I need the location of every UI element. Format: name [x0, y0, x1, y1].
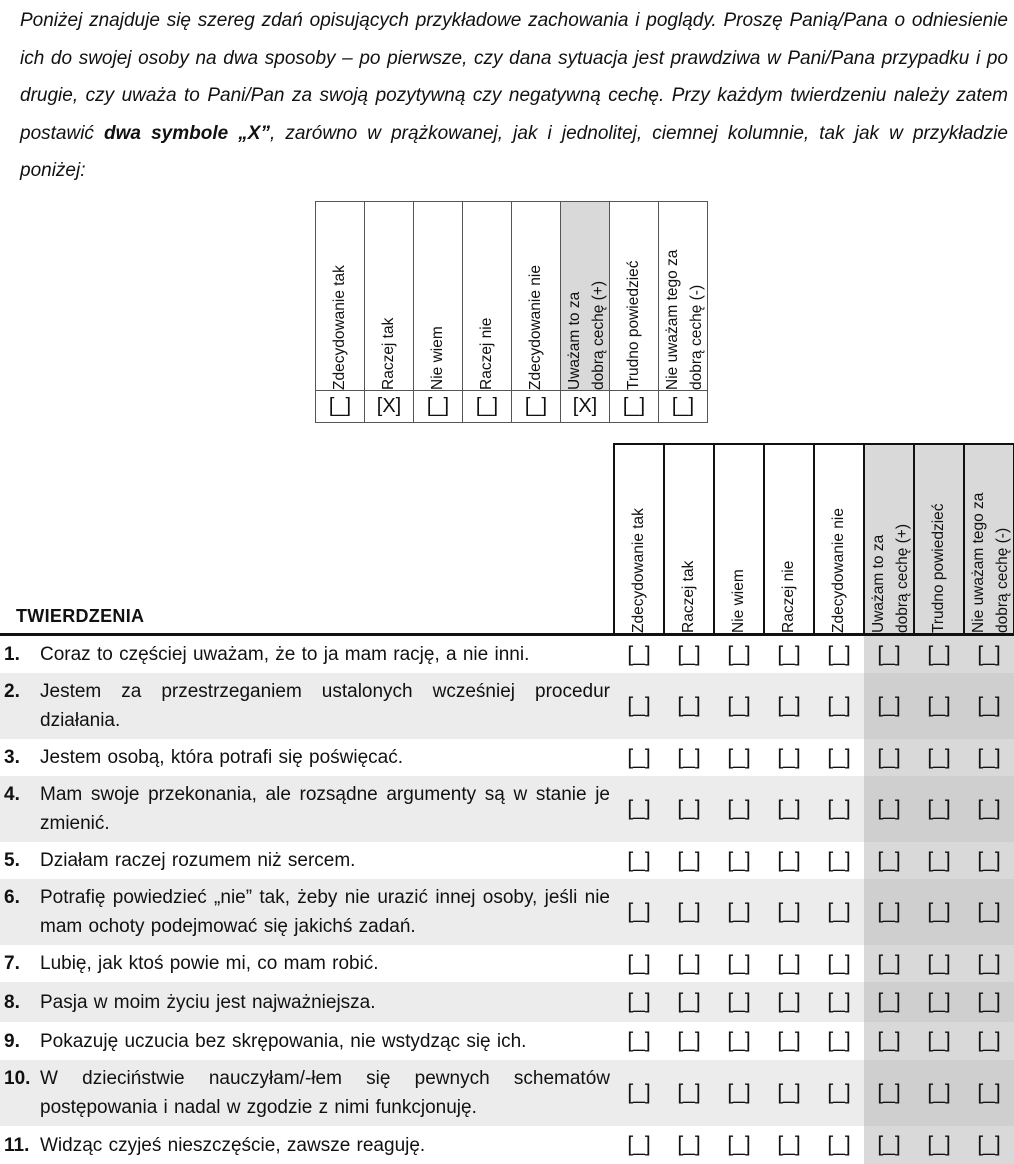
statement-number: 11. — [4, 1134, 30, 1156]
statement-text: W dzieciństwie nauczyłam/-łem się pewnych schematów postępowania i nadal w zgodzie z nimi funkcjonuję. — [40, 1068, 610, 1118]
answer-checkbox[interactable]: [_] — [864, 635, 914, 674]
statement-text: Jestem za przestrzeganiem ustalonych wcześniej procedur działania. — [40, 681, 610, 731]
column-label: Nie wiem — [429, 326, 446, 390]
column-header — [664, 444, 714, 635]
statement-cell — [0, 635, 614, 674]
instructions-bold: dwa symbole „X” — [104, 122, 270, 144]
column-label: Uważam to za dobrą cechę (+) — [566, 281, 607, 390]
answer-checkbox[interactable]: [_] — [864, 945, 914, 982]
answer-checkbox[interactable]: [_] — [864, 982, 914, 1022]
table-row — [0, 842, 1014, 879]
statement-text: Lubię, jak ktoś powie mi, co mam robić. — [40, 953, 379, 974]
statement-text: Działam raczej rozumem niż sercem. — [40, 850, 356, 871]
example-column-header — [561, 202, 610, 391]
answer-checkbox[interactable]: [_] — [964, 842, 1014, 879]
answer-checkbox[interactable]: [_] — [627, 848, 651, 872]
answer-checkbox[interactable]: [_] — [814, 879, 864, 945]
table-title: TWIERDZENIA — [16, 606, 145, 626]
table-row — [0, 1060, 1014, 1126]
statement-cell — [0, 879, 614, 945]
example-column-header — [365, 202, 414, 391]
answer-checkbox[interactable]: [_] — [777, 848, 801, 872]
answer-checkbox[interactable]: [_] — [964, 673, 1014, 739]
answer-checkbox[interactable]: [_] — [714, 982, 764, 1022]
answer-checkbox[interactable]: [_] — [864, 1126, 914, 1164]
column-header — [764, 444, 814, 635]
answer-checkbox[interactable]: [_] — [914, 842, 964, 879]
column-label: Zdecydowanie nie — [830, 508, 847, 633]
statements-header-row — [0, 444, 1014, 635]
answer-checkbox[interactable]: [_] — [677, 745, 701, 769]
answer-checkbox[interactable]: [_] — [764, 1060, 814, 1126]
answer-checkbox[interactable]: [_] — [664, 776, 714, 842]
example-column-header — [659, 202, 708, 391]
answer-checkbox[interactable]: [_] — [727, 1133, 751, 1156]
example-column-header — [610, 202, 659, 391]
answer-checkbox[interactable]: [_] — [914, 945, 964, 982]
statement-cell — [0, 1022, 614, 1060]
column-label: Zdecydowanie nie — [527, 265, 544, 390]
answer-checkbox[interactable]: [_] — [864, 1060, 914, 1126]
answer-checkbox[interactable]: [_] — [964, 945, 1014, 982]
answer-checkbox[interactable]: [_] — [714, 1060, 764, 1126]
answer-checkbox[interactable]: [_] — [664, 879, 714, 945]
table-row — [0, 879, 1014, 945]
answer-checkbox[interactable]: [_] — [827, 1029, 851, 1052]
example-column-header — [512, 202, 561, 391]
instructions — [20, 2, 1008, 190]
example-column-header — [316, 202, 365, 391]
answer-checkbox[interactable]: [_] — [827, 951, 851, 975]
answer-checkbox[interactable]: [_] — [777, 745, 801, 769]
answer-checkbox[interactable]: [_] — [627, 1029, 651, 1052]
statement-number: 4. — [4, 784, 20, 805]
column-header — [864, 444, 914, 635]
answer-checkbox[interactable]: [_] — [864, 776, 914, 842]
answer-checkbox[interactable]: [_] — [614, 1060, 664, 1126]
example-checkbox: [_] — [659, 391, 708, 423]
answer-checkbox[interactable]: [_] — [964, 1022, 1014, 1060]
answer-checkbox[interactable]: [_] — [827, 848, 851, 872]
answer-checkbox[interactable]: [_] — [864, 739, 914, 776]
example-checkbox: [_] — [610, 391, 659, 423]
statement-text: Pasja w moim życiu jest najważniejsza. — [40, 991, 376, 1013]
answer-checkbox[interactable]: [_] — [714, 673, 764, 739]
answer-checkbox[interactable]: [_] — [627, 1133, 651, 1156]
answer-checkbox[interactable]: [_] — [964, 635, 1014, 674]
answer-checkbox[interactable]: [_] — [827, 642, 851, 666]
statement-number: 7. — [4, 953, 20, 974]
table-row — [0, 776, 1014, 842]
answer-checkbox[interactable]: [_] — [664, 673, 714, 739]
statement-cell — [0, 776, 614, 842]
statement-cell — [0, 842, 614, 879]
instructions-text-2: , zarówno w prążkowanej, jak i jednolitej, ciemnej kolumnie, tak jak w przykładzie poniżej: — [20, 122, 1008, 181]
statement-text: Coraz to częściej uważam, że to ja mam rację, a nie inni. — [40, 644, 530, 665]
answer-checkbox[interactable]: [_] — [914, 739, 964, 776]
answer-checkbox[interactable]: [_] — [614, 879, 664, 945]
answer-checkbox[interactable]: [_] — [964, 1126, 1014, 1164]
column-label: Raczej tak — [380, 317, 397, 390]
column-label: Raczej nie — [478, 317, 495, 390]
answer-checkbox[interactable]: [_] — [677, 1133, 701, 1156]
column-label: Trudno powiedzieć — [930, 503, 947, 633]
answer-checkbox[interactable]: [_] — [764, 982, 814, 1022]
column-header — [914, 444, 964, 635]
answer-checkbox[interactable]: [_] — [727, 848, 751, 872]
answer-checkbox[interactable]: [_] — [764, 776, 814, 842]
answer-checkbox[interactable]: [_] — [964, 776, 1014, 842]
answer-checkbox[interactable]: [_] — [727, 642, 751, 666]
example-checkbox: [X] — [365, 391, 414, 423]
column-label: Nie uważam tego za dobrą cechę (-) — [664, 249, 705, 390]
example-table — [315, 201, 708, 423]
answer-checkbox[interactable]: [_] — [827, 1133, 851, 1156]
table-row — [0, 635, 1014, 674]
table-row — [0, 739, 1014, 776]
answer-checkbox[interactable]: [_] — [627, 951, 651, 975]
answer-checkbox[interactable]: [_] — [677, 848, 701, 872]
column-label: Uważam to za dobrą cechę (+) — [870, 524, 911, 633]
answer-checkbox[interactable]: [_] — [614, 673, 664, 739]
answer-checkbox[interactable]: [_] — [964, 879, 1014, 945]
answer-checkbox[interactable]: [_] — [964, 739, 1014, 776]
answer-checkbox[interactable]: [_] — [864, 879, 914, 945]
answer-checkbox[interactable]: [_] — [964, 982, 1014, 1022]
answer-checkbox[interactable]: [_] — [777, 1133, 801, 1156]
column-label: Raczej nie — [780, 560, 797, 633]
answer-checkbox[interactable]: [_] — [914, 1022, 964, 1060]
statement-text: Mam swoje przekonania, ale rozsądne argumenty są w stanie je zmienić. — [40, 784, 610, 834]
statement-number: 2. — [4, 681, 20, 702]
answer-checkbox[interactable]: [_] — [727, 1029, 751, 1052]
column-label: Raczej tak — [680, 560, 697, 633]
answer-checkbox[interactable]: [_] — [777, 642, 801, 666]
statement-text: Potrafię powiedzieć „nie” tak, żeby nie urazić innej osoby, jeśli nie mam ochoty podejmować się jakichś zadań. — [40, 887, 610, 937]
table-row — [0, 982, 1014, 1022]
table-row — [0, 1126, 1014, 1164]
table-row — [0, 1022, 1014, 1060]
column-label: Zdecydowanie tak — [630, 508, 647, 633]
statement-text: Widząc czyjeś nieszczęście, zawsze reaguję. — [40, 1134, 426, 1156]
answer-checkbox[interactable]: [_] — [714, 879, 764, 945]
example-column-header — [414, 202, 463, 391]
statement-cell — [0, 1126, 614, 1164]
answer-checkbox[interactable]: [_] — [614, 982, 664, 1022]
statement-text: Jestem osobą, która potrafi się poświęcać. — [40, 747, 404, 768]
statement-cell — [0, 945, 614, 982]
answer-checkbox[interactable]: [_] — [664, 982, 714, 1022]
table-row — [0, 673, 1014, 739]
example-header-row — [316, 202, 708, 391]
example-checkbox: [X] — [561, 391, 610, 423]
answer-checkbox[interactable]: [_] — [664, 1060, 714, 1126]
answer-checkbox[interactable]: [_] — [914, 776, 964, 842]
statement-cell — [0, 982, 614, 1022]
answer-checkbox[interactable]: [_] — [627, 745, 651, 769]
answer-checkbox[interactable]: [_] — [864, 673, 914, 739]
example-checkbox: [_] — [414, 391, 463, 423]
answer-checkbox[interactable]: [_] — [627, 642, 651, 666]
statement-text: Pokazuję uczucia bez skrępowania, nie wstydząc się ich. — [40, 1030, 527, 1052]
answer-checkbox[interactable]: [_] — [827, 745, 851, 769]
example-column-header — [463, 202, 512, 391]
column-label: Zdecydowanie tak — [331, 265, 348, 390]
answer-checkbox[interactable]: [_] — [814, 982, 864, 1022]
answer-checkbox[interactable]: [_] — [914, 879, 964, 945]
answer-checkbox[interactable]: [_] — [914, 1126, 964, 1164]
statement-number: 9. — [4, 1030, 20, 1052]
statement-number: 8. — [4, 991, 20, 1013]
answer-checkbox[interactable]: [_] — [777, 1029, 801, 1052]
column-header — [614, 444, 664, 635]
statement-number: 3. — [4, 747, 20, 768]
column-label: Trudno powiedzieć — [625, 260, 642, 390]
answer-checkbox[interactable]: [_] — [764, 673, 814, 739]
example-marks-row — [316, 391, 708, 423]
column-label: Nie wiem — [730, 569, 747, 633]
answer-checkbox[interactable]: [_] — [714, 776, 764, 842]
example-checkbox: [_] — [463, 391, 512, 423]
statement-cell — [0, 739, 614, 776]
answer-checkbox[interactable]: [_] — [727, 745, 751, 769]
statement-cell — [0, 673, 614, 739]
answer-checkbox[interactable]: [_] — [814, 673, 864, 739]
column-header — [714, 444, 764, 635]
example-checkbox: [_] — [512, 391, 561, 423]
answer-checkbox[interactable]: [_] — [914, 635, 964, 674]
answer-checkbox[interactable]: [_] — [914, 1060, 964, 1126]
answer-checkbox[interactable]: [_] — [864, 1022, 914, 1060]
instructions-text-1: Poniżej znajduje się szereg zdań opisujących przykładowe zachowania i poglądy. Proszę Panią/Pana o odniesienie ich do swojej osoby na dwa sposoby – po pierwsze, czy dana sytuacja jest prawdziwa w Pani/Pana przypadku i po drugie, czy uważa to Pani/Pan za swoją pozytywną czy negatywną cechę. Przy każdym twierdzeniu należy zatem postawić — [20, 10, 1008, 144]
answer-checkbox[interactable]: [_] — [677, 1029, 701, 1052]
answer-checkbox[interactable]: [_] — [964, 1060, 1014, 1126]
answer-checkbox[interactable]: [_] — [777, 951, 801, 975]
example-checkbox: [_] — [316, 391, 365, 423]
statement-number: 6. — [4, 887, 20, 908]
statement-number: 5. — [4, 850, 20, 871]
answer-checkbox[interactable]: [_] — [677, 642, 701, 666]
answer-checkbox[interactable]: [_] — [677, 951, 701, 975]
statements-table — [0, 443, 1014, 1164]
statement-cell — [0, 1060, 614, 1126]
answer-checkbox[interactable]: [_] — [764, 879, 814, 945]
answer-checkbox[interactable]: [_] — [864, 842, 914, 879]
answer-checkbox[interactable]: [_] — [814, 1060, 864, 1126]
table-row — [0, 945, 1014, 982]
column-header — [964, 444, 1014, 635]
answer-checkbox[interactable]: [_] — [914, 982, 964, 1022]
column-header — [814, 444, 864, 635]
statement-number: 1. — [4, 644, 20, 665]
answer-checkbox[interactable]: [_] — [814, 776, 864, 842]
answer-checkbox[interactable]: [_] — [614, 776, 664, 842]
statement-number: 10. — [4, 1068, 31, 1089]
column-label: Nie uważam tego za dobrą cechę (-) — [970, 492, 1011, 633]
answer-checkbox[interactable]: [_] — [727, 951, 751, 975]
answer-checkbox[interactable]: [_] — [914, 673, 964, 739]
